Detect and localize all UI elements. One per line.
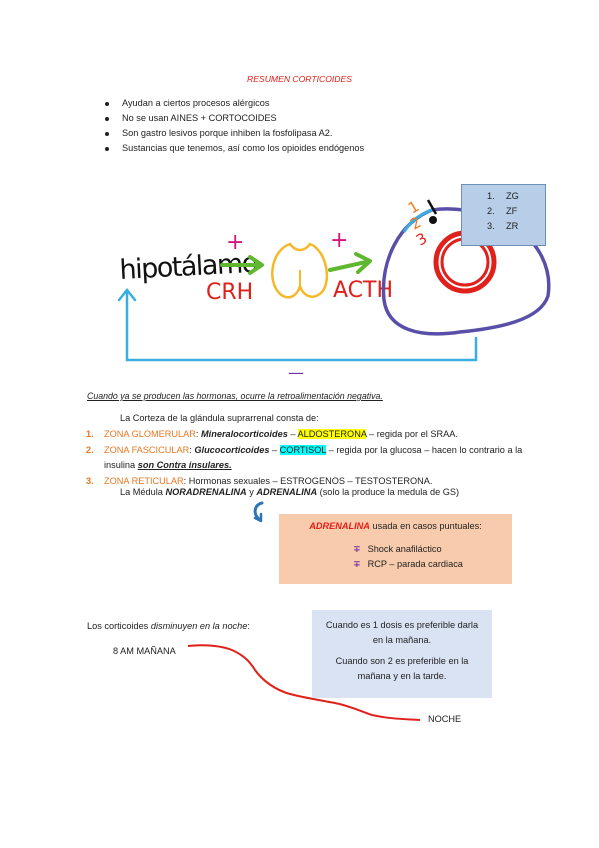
list-item: Son gastro lesivos porque inhiben la fosfolipasa A2. — [104, 126, 524, 141]
zone-type: Glucocorticoides — [194, 444, 270, 455]
list-item: 3. ZR — [487, 221, 519, 231]
list-item: 2. ZF — [487, 206, 518, 216]
list-item: ∓ RCP – parada cardiaca — [353, 559, 463, 569]
curved-arrow-icon — [250, 500, 270, 524]
plus-minus-icon: ∓ — [353, 559, 361, 569]
night-label: NOCHE — [428, 714, 462, 724]
zone-item-fascicular: 2. ZONA FASCICULAR: Glucocorticoides – CORTISOL – regida por la glucosa – hacen lo contrario a la insulina son Contra insulares. — [86, 444, 523, 470]
plus-sign-2: + — [330, 228, 349, 253]
contra-insulares-note: son Contra insulares. — [137, 460, 232, 470]
plus-sign-1: + — [226, 230, 245, 255]
list-item: 1. ZG — [487, 191, 519, 201]
negative-feedback-note: Cuando ya se producen las hormonas, ocurre la retroalimentación negativa. — [87, 391, 383, 401]
adrenaline-box-title: ADRENALINA usada en casos puntuales: — [309, 521, 482, 531]
cortex-intro: La Corteza de la glándula suprarrenal consta de: — [120, 413, 319, 423]
medulla-line: La Médula NORADRENALINA y ADRENALINA (solo la produce la medula de GS) — [120, 487, 460, 497]
zone-item-reticular: 3. ZONA RETICULAR: Hormonas sexuales – ESTROGENOS – TESTOSTERONA. — [86, 475, 433, 486]
zone-legend-box — [461, 184, 546, 246]
acth-label: ACTH — [333, 278, 394, 303]
adrenaline-uses-box — [279, 514, 512, 584]
list-item: ∓ Shock anafiláctico — [353, 544, 442, 554]
dosing-one-dose: Cuando es 1 dosis es preferible darla en la mañana. — [325, 620, 479, 645]
pointer-dot — [429, 216, 437, 224]
list-item: Sustancias que tenemos, así como los opioides endógenos — [104, 141, 524, 156]
page-title: RESUMEN CORTICOIDES — [247, 74, 352, 84]
hormone-highlight: CORTISOL — [279, 444, 327, 455]
zone-number-1: 1 — [405, 197, 423, 218]
zone-number-3: 3 — [413, 229, 431, 250]
dosing-advice-box — [312, 610, 492, 698]
minus-sign: — — [288, 363, 304, 382]
morning-label: 8 AM MAÑANA — [113, 646, 176, 656]
crh-label: CRH — [206, 280, 254, 305]
zone-item-glomerular: 1. ZONA GLOMERULAR: Mineralocorticoides – ALDOSTERONA – regida por el SRAA. — [86, 429, 458, 439]
hormone-highlight: ALDOSTERONA — [297, 429, 367, 439]
zone-name: ZONA RETICULAR — [104, 475, 184, 486]
zone-name: ZONA FASCICULAR — [104, 444, 190, 455]
list-item: Ayudan a ciertos procesos alérgicos — [104, 96, 524, 111]
adrenaline-label: ADRENALINA — [256, 487, 318, 497]
corticoids-night-note: Los corticoides disminuyen en la noche: — [87, 621, 250, 631]
list-item: No se usan AINES + CORTOCOIDES — [104, 111, 524, 126]
noradrenaline-label: NORADRENALINA — [165, 487, 247, 497]
feedback-loop-line — [127, 292, 476, 360]
zone-number-2: 2 — [407, 213, 425, 234]
plus-minus-icon: ∓ — [353, 544, 361, 554]
intro-bullet-list — [104, 96, 524, 156]
zone-name: ZONA GLOMERULAR — [104, 429, 196, 439]
cortex-zones-list — [86, 427, 526, 489]
hypothalamus-label: hipotálamo — [118, 247, 258, 286]
zone-type: Mineralocorticoides — [201, 429, 288, 439]
dosing-two-doses: Cuando son 2 es preferible en la mañana y en la tarde. — [335, 656, 469, 681]
